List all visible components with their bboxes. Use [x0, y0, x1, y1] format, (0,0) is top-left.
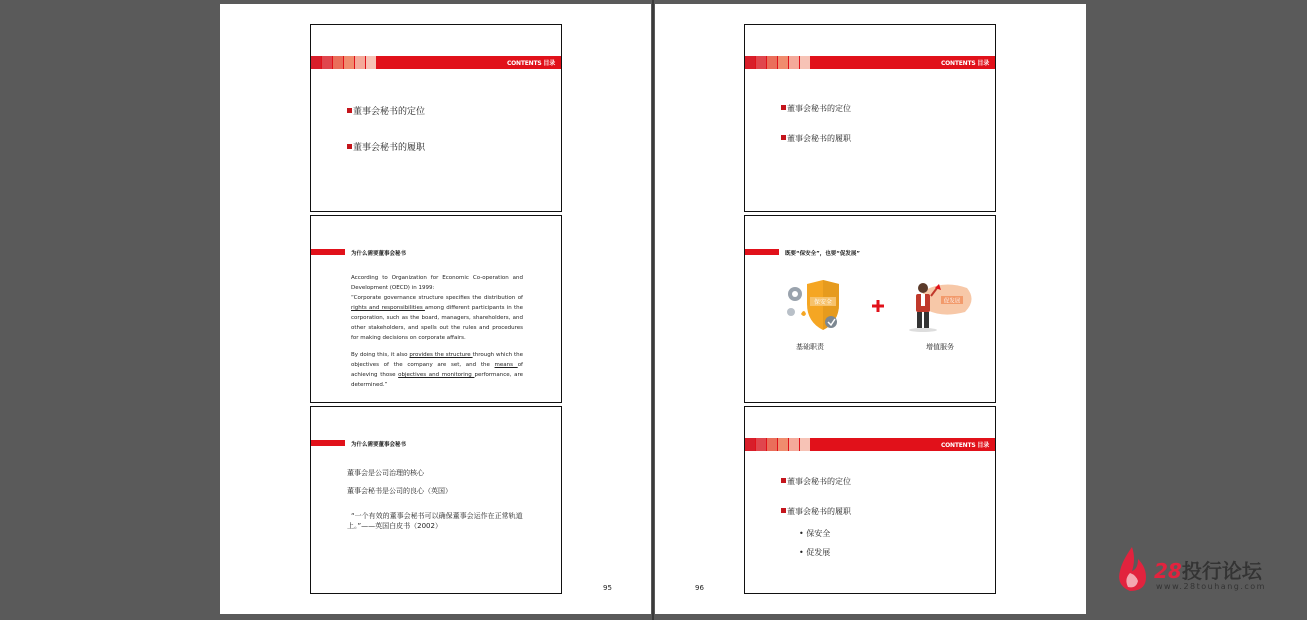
slide-heading: 为什么需要董事会秘书 — [351, 251, 407, 257]
toc-item-duties: 董事会秘书的履职 — [347, 140, 425, 153]
label-value-added: 增值服务 — [926, 343, 954, 351]
text-line: 董事会秘书是公司的良心（英国） — [347, 487, 452, 495]
toc-item-positioning: 董事会秘书的定位 — [781, 476, 851, 487]
contents-bar — [745, 56, 995, 69]
badge-label: 促发展 — [943, 298, 961, 305]
contents-bar — [745, 438, 995, 451]
contents-label: CONTENTS 目录 — [506, 60, 555, 67]
watermark-url: www.28touhang.com — [1156, 582, 1266, 591]
page-number: 95 — [603, 584, 612, 592]
toc-item-positioning: 董事会秘书的定位 — [347, 104, 425, 117]
document-page-96 — [655, 4, 1086, 614]
page-number: 96 — [695, 584, 704, 592]
slide-contents — [744, 24, 996, 212]
watermark-title: 28投行论坛 — [1154, 559, 1262, 583]
shield-label: 保安全 — [813, 299, 833, 306]
slide-safety-development — [744, 215, 996, 403]
paragraph-oecd: According to Organization for Economic Co-operation and Development (OECD) in 1999: “Corporate governance structure specifies the distribution of rights and responsibilities among different participants in the corporation, such as the board, managers, shareholders, and other stakeholders, and spells out the rules and procedures for making decisions on corporate affairs. — [351, 275, 523, 341]
label-basic-duty: 基础职责 — [796, 343, 824, 351]
paragraph-structure: By doing this, it also provides the structure through which the objectives of the company are set, and the means of achieving those objectives and monitoring performance, are determined.” — [351, 352, 523, 388]
sub-item-safety: • 保安全 — [799, 529, 831, 538]
shield-gear-icon — [785, 278, 845, 334]
contents-label: CONTENTS 目录 — [940, 442, 989, 449]
quote-line: 上。”——英国白皮书（2002） — [347, 522, 442, 530]
document-page-95 — [220, 4, 651, 614]
section-tag — [311, 440, 345, 446]
slide-heading: 既要“保安全”，也要“促发展” — [785, 251, 860, 257]
toc-item-duties: 董事会秘书的履职 — [781, 506, 851, 517]
watermark-logo — [1112, 545, 1282, 595]
slide-contents — [310, 24, 562, 212]
slide-oecd — [310, 215, 562, 403]
slide-contents-detail — [744, 406, 996, 594]
contents-bar — [311, 56, 561, 69]
section-tag — [311, 249, 345, 255]
businessman-growth-icon — [905, 278, 975, 334]
slide-heading: 为什么需要董事会秘书 — [351, 442, 407, 448]
page-divider — [652, 0, 654, 620]
plus-icon — [870, 298, 886, 314]
contents-label: CONTENTS 目录 — [940, 60, 989, 67]
toc-item-duties: 董事会秘书的履职 — [781, 133, 851, 144]
flame-icon — [1112, 545, 1152, 593]
quote-line: “一个有效的董事会秘书可以确保董事会运作在正常轨道 — [351, 512, 523, 520]
slide-board-core — [310, 406, 562, 594]
toc-item-positioning: 董事会秘书的定位 — [781, 103, 851, 114]
sub-item-development: • 促发展 — [799, 548, 831, 557]
text-line: 董事会是公司治理的核心 — [347, 469, 424, 477]
section-tag — [745, 249, 779, 255]
